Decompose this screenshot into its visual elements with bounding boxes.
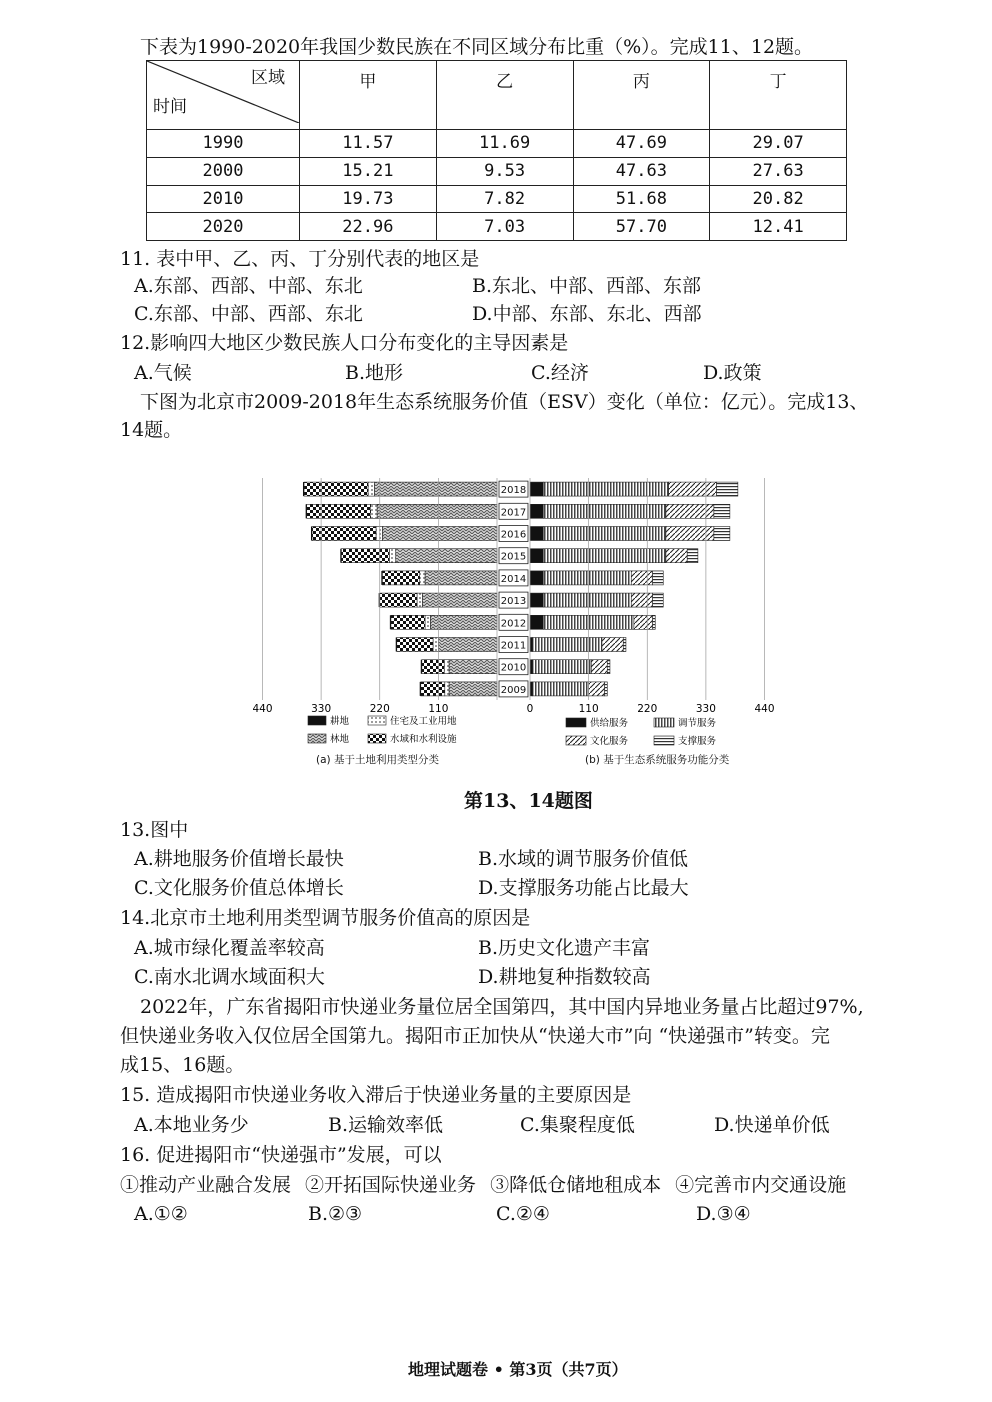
cell: 11.57: [300, 130, 437, 158]
left-bar-segment: [380, 593, 417, 607]
right-bar-segment: [530, 549, 543, 563]
right-tick-label: 330: [695, 703, 716, 715]
right-bar-segment: [714, 527, 730, 541]
cell: 9.53: [436, 157, 573, 185]
left-bar-segment: [390, 615, 391, 629]
esv-chart-svg: [250, 468, 782, 768]
year-label: 2013: [500, 596, 527, 608]
cell: 22.96: [300, 213, 437, 241]
left-tick-label: 220: [369, 703, 390, 715]
legend-label: 耕地: [330, 716, 350, 727]
right-bar-segment: [533, 682, 589, 696]
year-label: 2016: [500, 529, 527, 541]
year-label: 2011: [500, 640, 527, 652]
q13-stem: 13.图中: [120, 819, 189, 841]
legend-label: 住宅及工业用地: [390, 716, 457, 727]
right-bar-segment: [530, 527, 543, 541]
q14-option-d: D.耕地复种指数较高: [478, 966, 651, 988]
col-header: 甲: [300, 61, 437, 130]
right-bar-segment: [714, 504, 730, 518]
left-bar-segment: [430, 615, 497, 629]
legend-label: 水域和水利设施: [390, 734, 457, 745]
right-bar-segment: [530, 660, 533, 674]
q16-items: ①推动产业融合发展 ②开拓国际快递业务 ③降低仓储地租成本 ④完善市内交通设施: [120, 1174, 847, 1196]
q14-stem: 14.北京市土地利用类型调节服务价值高的原因是: [120, 907, 531, 929]
right-bar-segment: [666, 527, 714, 541]
left-bar-segment: [377, 504, 497, 518]
right-bar-segment: [543, 482, 668, 496]
q15-option-d: D.快递单价低: [714, 1114, 830, 1136]
left-tick-label: 440: [252, 703, 273, 715]
left-bar-segment: [389, 549, 395, 563]
right-bar-segment: [533, 638, 602, 652]
col-header: 丙: [573, 61, 710, 130]
right-bar-segment: [607, 660, 610, 674]
col-header: 丁: [710, 61, 847, 130]
intro-express-line1: 2022年，广东省揭阳市快递业务量位居全国第四，其中国内异地业务量占比超过97%,: [140, 996, 864, 1018]
q12-option-d: D.政策: [703, 362, 762, 384]
cell: 51.68: [573, 185, 710, 213]
right-bar-segment: [533, 660, 592, 674]
intro-chart-line2: 14题。: [120, 419, 183, 441]
q12-option-b: B.地形: [345, 362, 404, 384]
esv-chart: [250, 468, 782, 768]
q14-option-b: B.历史文化遗产丰富: [478, 937, 651, 959]
right-bar-segment: [666, 549, 687, 563]
right-bar-segment: [602, 638, 623, 652]
left-bar-segment: [303, 482, 304, 496]
right-bar-segment: [669, 482, 717, 496]
legend-label: 文化服务: [590, 736, 629, 747]
intro-express-line2: 但快递业务收入仅位居全国第九。揭阳市正加快从“快递大市”向 “快递强市”转变。完: [120, 1025, 830, 1047]
left-bar-segment: [421, 682, 445, 696]
left-tick-label: 330: [311, 703, 332, 715]
q15-option-a: A.本地业务少: [134, 1114, 249, 1136]
q11-option-a: A.东部、西部、中部、东北: [134, 275, 363, 297]
left-bar-segment: [391, 615, 425, 629]
row-year: 2000: [147, 157, 300, 185]
q13-option-a: A.耕地服务价值增长最快: [134, 848, 344, 870]
legend-label: 林地: [330, 734, 350, 745]
left-bar-segment: [341, 549, 389, 563]
intro-chart-line1: 下图为北京市2009-2018年生态系统服务价值（ESV）变化（单位：亿元）。完成13、: [140, 391, 869, 413]
intro-table: 下表为1990-2020年我国少数民族在不同区域分布比重（%）。完成11、12题。: [140, 36, 814, 58]
left-bar-segment: [340, 549, 341, 563]
left-bar-segment: [382, 527, 497, 541]
right-tick-label: 440: [754, 703, 775, 715]
left-bar-segment: [422, 660, 444, 674]
left-bar-segment: [311, 527, 312, 541]
right-bar-segment: [530, 615, 543, 629]
left-bar-segment: [449, 660, 497, 674]
left-bar-segment: [425, 615, 430, 629]
cell: 47.69: [573, 130, 710, 158]
left-bar-segment: [420, 571, 425, 585]
year-label: 2018: [500, 485, 527, 497]
left-bar-segment: [445, 682, 449, 696]
cell: 7.82: [436, 185, 573, 213]
legend-label: 供给服务: [590, 718, 629, 729]
right-chart-caption: (b) 基于生态系统服务功能分类: [585, 754, 730, 766]
table-row: [147, 213, 847, 241]
row-year: 2010: [147, 185, 300, 213]
cell: 12.41: [710, 213, 847, 241]
q13-option-b: B.水域的调节服务价值低: [478, 848, 689, 870]
left-bar-segment: [304, 482, 368, 496]
right-bar-segment: [717, 482, 738, 496]
legend-swatch: [654, 718, 674, 727]
q11-option-c: C.东部、中部、西部、东北: [134, 303, 363, 325]
q13-option-d: D.支撑服务功能占比最大: [478, 877, 689, 899]
q15-option-b: B.运输效率低: [328, 1114, 444, 1136]
legend-swatch: [368, 716, 386, 725]
table-row: [147, 157, 847, 185]
cell: 11.69: [436, 130, 573, 158]
q11-option-b: B.东北、中部、西部、东部: [472, 275, 702, 297]
legend-label: 调节服务: [678, 718, 717, 729]
right-bar-segment: [530, 638, 533, 652]
right-bar-segment: [530, 571, 543, 585]
q12-stem: 12.影响四大地区少数民族人口分布变化的主导因素是: [120, 332, 569, 354]
right-bar-segment: [605, 682, 608, 696]
left-bar-segment: [397, 638, 433, 652]
cell: 7.03: [436, 213, 573, 241]
legend-label: 支撑服务: [678, 736, 717, 747]
q15-option-c: C.集聚程度低: [520, 1114, 635, 1136]
q13-option-c: C.文化服务价值总体增长: [134, 877, 344, 899]
row-year: 2020: [147, 213, 300, 241]
right-bar-segment: [634, 615, 653, 629]
corner-region-label: 区域: [251, 68, 285, 88]
year-label: 2015: [500, 551, 527, 563]
right-bar-segment: [623, 638, 626, 652]
year-label: 2010: [500, 662, 527, 674]
left-bar-segment: [396, 549, 497, 563]
q16-option-b: B.②③: [308, 1203, 363, 1225]
left-tick-label: 110: [428, 703, 449, 715]
year-label: 2012: [500, 618, 527, 630]
row-year: 1990: [147, 130, 300, 158]
left-bar-segment: [417, 593, 422, 607]
left-bar-segment: [306, 504, 307, 518]
left-bar-segment: [421, 660, 422, 674]
q11-stem: 11. 表中甲、乙、丙、丁分别代表的地区是: [120, 248, 480, 270]
left-bar-segment: [438, 638, 497, 652]
left-bar-segment: [371, 504, 377, 518]
q11-option-d: D.中部、东部、东北、西部: [472, 303, 702, 325]
right-bar-segment: [530, 682, 533, 696]
right-tick-label: 110: [578, 703, 599, 715]
cell: 57.70: [573, 213, 710, 241]
right-bar-segment: [543, 593, 631, 607]
cell: 27.63: [710, 157, 847, 185]
right-bar-segment: [530, 482, 543, 496]
right-bar-segment: [543, 571, 631, 585]
left-bar-segment: [381, 571, 382, 585]
left-bar-segment: [449, 682, 497, 696]
year-label: 2017: [500, 507, 527, 519]
left-bar-segment: [374, 482, 497, 496]
right-bar-segment: [687, 549, 698, 563]
year-label: 2009: [500, 684, 527, 696]
legend-swatch: [308, 734, 326, 743]
left-bar-segment: [396, 638, 397, 652]
q12-option-a: A.气候: [134, 362, 192, 384]
legend-swatch: [566, 718, 586, 727]
left-bar-segment: [425, 571, 497, 585]
legend-swatch: [654, 736, 674, 745]
right-bar-segment: [653, 571, 664, 585]
page-footer: 地理试题卷 • 第3页（共7页）: [408, 1360, 628, 1379]
cell: 19.73: [300, 185, 437, 213]
cell: 20.82: [710, 185, 847, 213]
figure-caption: 第13、14题图: [464, 790, 593, 812]
right-bar-segment: [666, 504, 714, 518]
q15-stem: 15. 造成揭阳市快递业务收入滞后于快递业务量的主要原因是: [120, 1084, 632, 1106]
q14-option-c: C.南水北调水域面积大: [134, 966, 325, 988]
right-tick-label: 0: [526, 703, 534, 715]
right-tick-label: 220: [637, 703, 658, 715]
q16-option-d: D.③④: [696, 1203, 751, 1225]
left-bar-segment: [433, 638, 438, 652]
q16-option-c: C.②④: [496, 1203, 550, 1225]
right-bar-segment: [591, 660, 607, 674]
left-bar-segment: [312, 527, 376, 541]
right-bar-segment: [653, 593, 664, 607]
cell: 15.21: [300, 157, 437, 185]
right-bar-segment: [631, 593, 652, 607]
left-bar-segment: [444, 660, 449, 674]
right-bar-segment: [589, 682, 605, 696]
left-bar-segment: [382, 571, 419, 585]
q16-stem: 16. 促进揭阳市“快递强市”发展，可以: [120, 1144, 442, 1166]
table-row: [147, 185, 847, 213]
right-bar-segment: [631, 571, 652, 585]
left-bar-segment: [420, 682, 421, 696]
legend-swatch: [308, 716, 326, 725]
intro-express-line3: 成15、16题。: [120, 1054, 245, 1076]
right-bar-segment: [530, 593, 543, 607]
q12-option-c: C.经济: [531, 362, 589, 384]
legend-swatch: [566, 736, 586, 745]
q14-option-a: A.城市绿化覆盖率较高: [134, 937, 325, 959]
left-bar-segment: [422, 593, 497, 607]
right-bar-segment: [530, 504, 543, 518]
col-header: 乙: [436, 61, 573, 130]
table-corner: [147, 61, 300, 130]
corner-time-label: 时间: [153, 97, 187, 117]
left-bar-segment: [368, 482, 374, 496]
right-bar-segment: [653, 615, 656, 629]
cell: 47.63: [573, 157, 710, 185]
cell: 29.07: [710, 130, 847, 158]
distribution-table: [146, 60, 847, 241]
left-chart-caption: (a) 基于土地利用类型分类: [316, 754, 439, 766]
year-label: 2014: [500, 573, 527, 585]
left-bar-segment: [376, 527, 382, 541]
legend-swatch: [368, 734, 386, 743]
q16-option-a: A.①②: [134, 1203, 188, 1225]
table-row: [147, 130, 847, 158]
left-bar-segment: [307, 504, 371, 518]
